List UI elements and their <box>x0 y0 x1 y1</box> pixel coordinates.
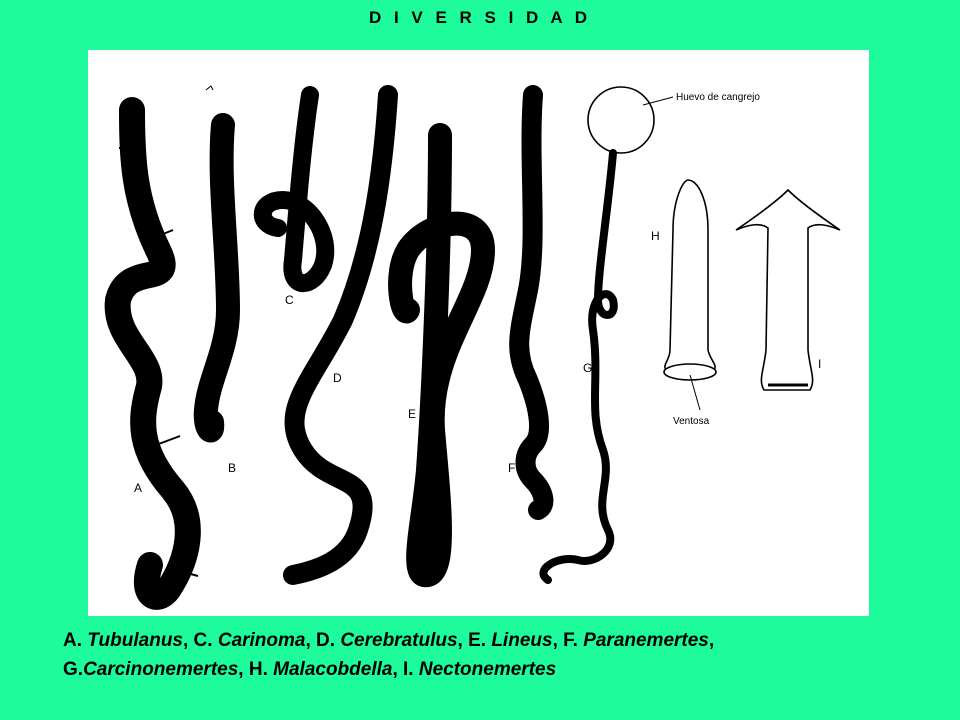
nemertean-illustration <box>88 50 869 616</box>
scan-mark <box>206 86 213 90</box>
caption-prefix: , E. <box>457 630 492 651</box>
label-f: F <box>508 461 516 475</box>
species-name: Tubulanus <box>87 630 183 651</box>
label-b: B <box>228 461 237 475</box>
label-h: H <box>651 229 660 243</box>
species-name: Carinoma <box>217 630 306 651</box>
worm-b-carinoma <box>206 125 234 431</box>
annotation-huevo: Huevo de cangrejo <box>676 92 760 103</box>
caption-prefix: , F. <box>552 630 584 651</box>
species-name: Paranemertes <box>583 630 709 651</box>
worm-g-carcinonemertes <box>543 87 673 580</box>
label-c: C <box>285 293 294 307</box>
diagram-panel <box>88 50 869 616</box>
worm-c-coiled <box>263 95 325 283</box>
caption-prefix: , H. <box>238 659 274 680</box>
worm-a-tubulanus <box>106 110 198 597</box>
species-name: Malacobdella <box>273 659 393 680</box>
caption-prefix: , I. <box>392 659 419 680</box>
worm-h-malacobdella <box>664 180 716 410</box>
species-name: Cerebratulus <box>340 630 458 651</box>
crab-egg <box>588 87 654 153</box>
worm-f-paranemertes <box>519 95 543 510</box>
label-i: I <box>818 357 822 371</box>
label-e: E <box>408 407 417 421</box>
worm-e-lineus <box>400 132 483 575</box>
label-g: G <box>583 361 593 375</box>
species-name: Lineus <box>491 630 553 651</box>
caption-prefix: G. <box>63 659 84 680</box>
label-d: D <box>333 371 342 385</box>
species-name: Nectonemertes <box>418 659 557 680</box>
slide-title: D I V E R S I D A D <box>368 8 592 27</box>
species-name: Carcinonemertes <box>83 659 239 680</box>
caption-prefix: , <box>708 630 715 651</box>
figure-caption <box>63 626 943 684</box>
caption-prefix: , C. <box>183 630 218 651</box>
label-a: A <box>134 481 143 495</box>
caption-line-2 <box>63 655 943 684</box>
caption-prefix: , D. <box>305 630 341 651</box>
worm-i-nectonemertes <box>736 190 840 390</box>
caption-prefix: A. <box>63 630 88 651</box>
caption-line-1 <box>63 626 943 655</box>
annotation-ventosa: Ventosa <box>673 416 710 427</box>
